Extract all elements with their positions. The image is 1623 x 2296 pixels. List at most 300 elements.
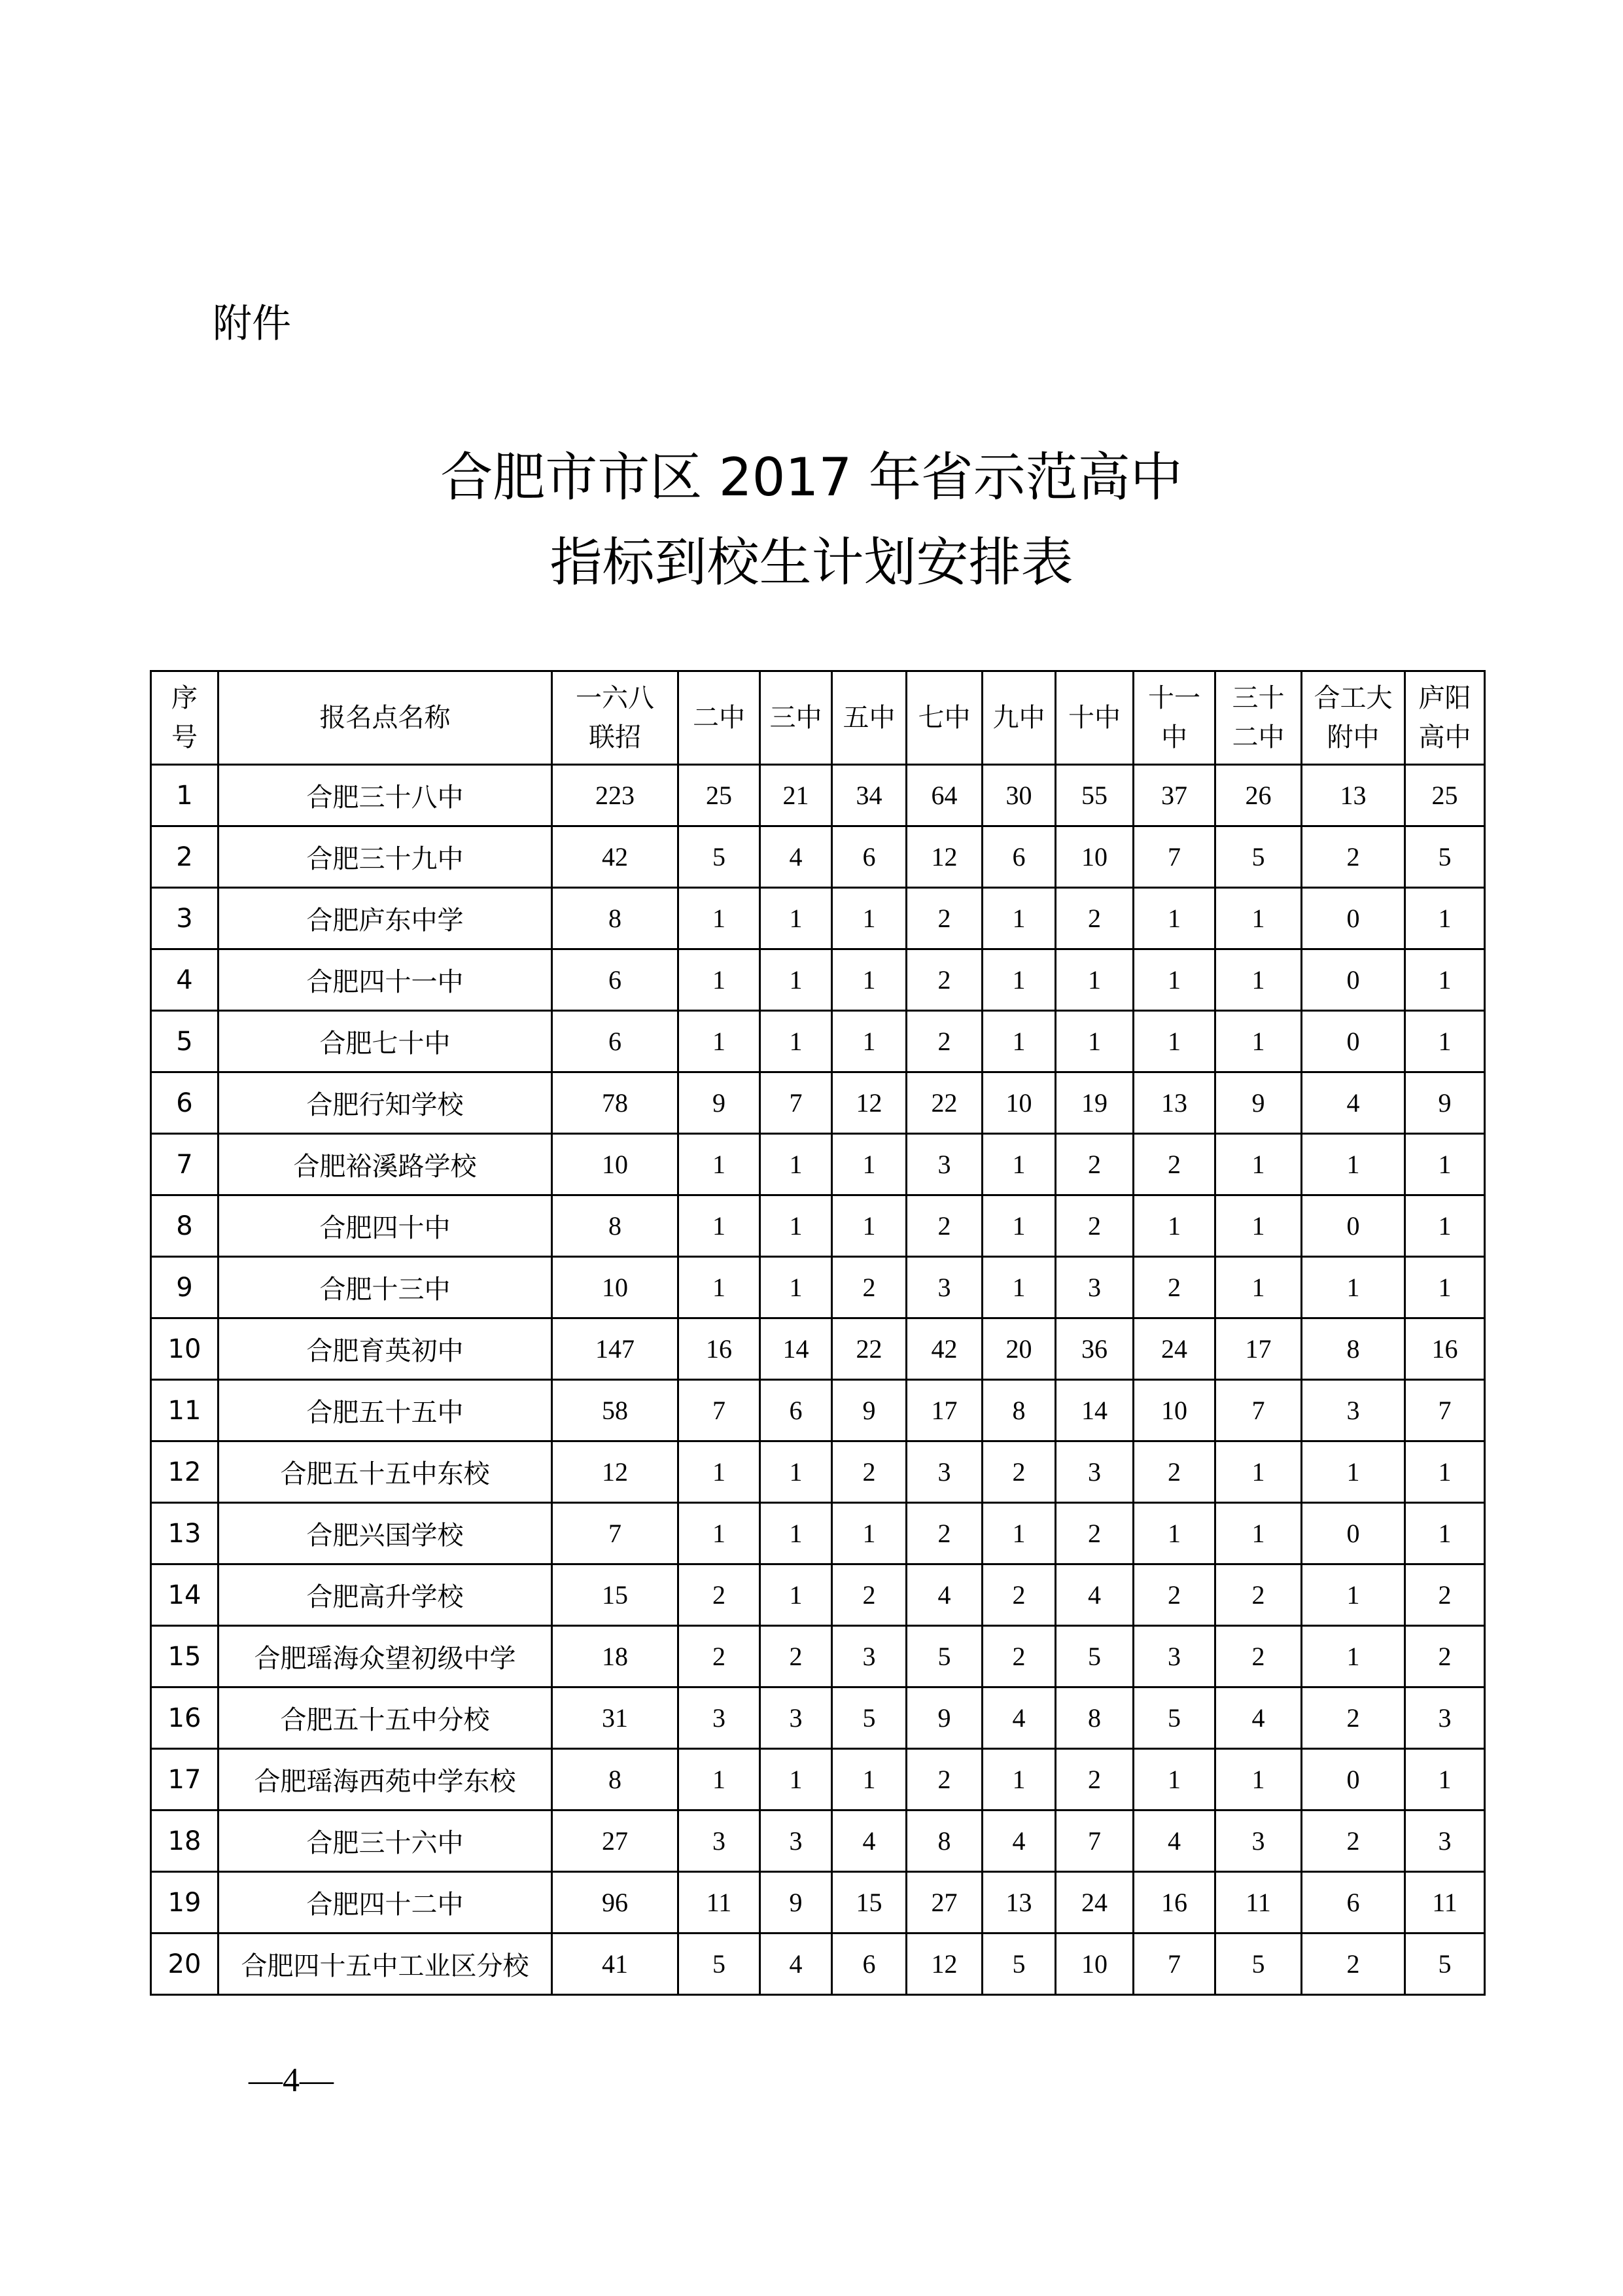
row-number-cell: 2 bbox=[151, 826, 218, 888]
quota-cell: 1 bbox=[678, 1749, 760, 1810]
quota-cell: 4 bbox=[760, 1934, 832, 1995]
quota-cell: 1 bbox=[983, 1503, 1056, 1564]
quota-cell: 1 bbox=[1215, 1257, 1302, 1318]
page-number: —4— bbox=[249, 2062, 334, 2099]
quota-cell: 1 bbox=[1405, 1195, 1485, 1257]
quota-cell: 1 bbox=[760, 1749, 832, 1810]
column-header-line: 二中 bbox=[1232, 722, 1285, 752]
school-name-cell: 合肥五十五中东校 bbox=[218, 1441, 552, 1503]
quota-cell: 1 bbox=[1134, 888, 1215, 949]
column-header-line: 十一 bbox=[1148, 683, 1200, 713]
column-header bbox=[1056, 671, 1134, 765]
document-title-line-1: 合肥市市区 2017 年省示范高中 bbox=[440, 447, 1183, 508]
quota-cell: 9 bbox=[1215, 1072, 1302, 1134]
quota-cell: 1 bbox=[1405, 888, 1485, 949]
row-number-cell: 13 bbox=[151, 1503, 218, 1564]
quota-cell: 1 bbox=[1215, 1011, 1302, 1072]
quota-cell: 4 bbox=[832, 1810, 907, 1872]
quota-cell: 2 bbox=[983, 1441, 1056, 1503]
school-name-cell: 合肥瑶海西苑中学东校 bbox=[218, 1749, 552, 1810]
row-number-cell: 3 bbox=[151, 888, 218, 949]
quota-cell: 7 bbox=[678, 1380, 760, 1441]
quota-cell: 16 bbox=[1405, 1318, 1485, 1380]
quota-cell: 8 bbox=[552, 888, 678, 949]
quota-cell: 1 bbox=[1302, 1626, 1405, 1687]
quota-cell: 1 bbox=[760, 1134, 832, 1195]
quota-cell: 5 bbox=[1405, 1934, 1485, 1995]
quota-cell: 1 bbox=[1215, 1441, 1302, 1503]
quota-cell: 3 bbox=[678, 1687, 760, 1749]
quota-cell: 2 bbox=[832, 1441, 907, 1503]
quota-cell: 5 bbox=[1215, 1934, 1302, 1995]
quota-cell: 2 bbox=[907, 1195, 983, 1257]
column-header bbox=[983, 671, 1056, 765]
row-number-cell: 16 bbox=[151, 1687, 218, 1749]
quota-cell: 22 bbox=[832, 1318, 907, 1380]
column-header-line: 号 bbox=[171, 722, 198, 752]
quota-cell: 1 bbox=[678, 1195, 760, 1257]
column-header-line: 五中 bbox=[843, 703, 896, 733]
school-name-cell: 合肥四十五中工业区分校 bbox=[218, 1934, 552, 1995]
quota-cell: 1 bbox=[678, 1257, 760, 1318]
quota-cell: 2 bbox=[1405, 1626, 1485, 1687]
quota-cell: 7 bbox=[552, 1503, 678, 1564]
quota-cell: 2 bbox=[1056, 1749, 1134, 1810]
quota-cell: 2 bbox=[678, 1564, 760, 1626]
quota-cell: 1 bbox=[678, 1503, 760, 1564]
school-name-cell: 合肥育英初中 bbox=[218, 1318, 552, 1380]
quota-cell: 18 bbox=[552, 1626, 678, 1687]
row-number-cell: 18 bbox=[151, 1810, 218, 1872]
row-number-cell: 11 bbox=[151, 1380, 218, 1441]
quota-cell: 1 bbox=[832, 1134, 907, 1195]
column-header bbox=[832, 671, 907, 765]
quota-cell: 6 bbox=[760, 1380, 832, 1441]
quota-cell: 31 bbox=[552, 1687, 678, 1749]
quota-cell: 2 bbox=[760, 1626, 832, 1687]
quota-cell: 1 bbox=[760, 888, 832, 949]
quota-cell: 5 bbox=[983, 1934, 1056, 1995]
quota-cell: 2 bbox=[907, 1011, 983, 1072]
quota-cell: 2 bbox=[1056, 888, 1134, 949]
table-row bbox=[151, 1195, 1485, 1257]
attachment-label: 附件 bbox=[213, 301, 291, 347]
column-header-line: 联招 bbox=[589, 722, 641, 752]
quota-cell: 1 bbox=[1215, 1749, 1302, 1810]
column-header-line: 一六八 bbox=[576, 683, 654, 713]
quota-cell: 2 bbox=[983, 1626, 1056, 1687]
quota-cell: 1 bbox=[1134, 1503, 1215, 1564]
quota-cell: 13 bbox=[983, 1872, 1056, 1934]
quota-cell: 3 bbox=[1215, 1810, 1302, 1872]
quota-cell: 9 bbox=[907, 1687, 983, 1749]
quota-cell: 1 bbox=[760, 1011, 832, 1072]
quota-cell: 2 bbox=[1215, 1626, 1302, 1687]
quota-cell: 1 bbox=[1134, 1011, 1215, 1072]
quota-cell: 9 bbox=[678, 1072, 760, 1134]
quota-cell: 7 bbox=[1134, 1934, 1215, 1995]
quota-cell: 8 bbox=[552, 1195, 678, 1257]
quota-cell: 3 bbox=[1056, 1441, 1134, 1503]
row-number-cell: 19 bbox=[151, 1872, 218, 1934]
row-number-cell: 17 bbox=[151, 1749, 218, 1810]
quota-cell: 2 bbox=[1302, 826, 1405, 888]
quota-cell: 13 bbox=[1302, 765, 1405, 826]
quota-cell: 6 bbox=[832, 1934, 907, 1995]
quota-cell: 1 bbox=[1215, 1195, 1302, 1257]
quota-cell: 1 bbox=[983, 949, 1056, 1011]
quota-cell: 1 bbox=[760, 1564, 832, 1626]
quota-cell: 2 bbox=[907, 949, 983, 1011]
quota-cell: 7 bbox=[1215, 1380, 1302, 1441]
quota-cell: 8 bbox=[907, 1810, 983, 1872]
quota-cell: 9 bbox=[1405, 1072, 1485, 1134]
quota-cell: 14 bbox=[1056, 1380, 1134, 1441]
quota-cell: 3 bbox=[1302, 1380, 1405, 1441]
quota-cell: 6 bbox=[832, 826, 907, 888]
quota-cell: 22 bbox=[907, 1072, 983, 1134]
column-header-line: 高中 bbox=[1418, 722, 1471, 752]
quota-cell: 1 bbox=[760, 949, 832, 1011]
quota-cell: 4 bbox=[1134, 1810, 1215, 1872]
column-header bbox=[1302, 671, 1405, 765]
quota-cell: 4 bbox=[983, 1810, 1056, 1872]
table-row bbox=[151, 1380, 1485, 1441]
quota-cell: 10 bbox=[1056, 826, 1134, 888]
quota-cell: 55 bbox=[1056, 765, 1134, 826]
quota-cell: 223 bbox=[552, 765, 678, 826]
quota-cell: 7 bbox=[760, 1072, 832, 1134]
quota-cell: 1 bbox=[1405, 1011, 1485, 1072]
quota-cell: 11 bbox=[1215, 1872, 1302, 1934]
quota-cell: 2 bbox=[1134, 1441, 1215, 1503]
row-number-cell: 10 bbox=[151, 1318, 218, 1380]
quota-cell: 4 bbox=[907, 1564, 983, 1626]
school-name-cell: 合肥高升学校 bbox=[218, 1564, 552, 1626]
quota-cell: 1 bbox=[983, 1195, 1056, 1257]
column-header-line: 三中 bbox=[769, 703, 822, 733]
quota-cell: 17 bbox=[1215, 1318, 1302, 1380]
quota-cell: 1 bbox=[832, 1011, 907, 1072]
quota-cell: 3 bbox=[760, 1687, 832, 1749]
quota-cell: 1 bbox=[1215, 1503, 1302, 1564]
quota-cell: 2 bbox=[907, 1503, 983, 1564]
column-header bbox=[1405, 671, 1485, 765]
quota-cell: 5 bbox=[1405, 826, 1485, 888]
quota-cell: 17 bbox=[907, 1380, 983, 1441]
table-body bbox=[151, 765, 1485, 1995]
quota-cell: 3 bbox=[1405, 1687, 1485, 1749]
column-header-line: 合工大 bbox=[1314, 683, 1393, 713]
quota-cell: 10 bbox=[1056, 1934, 1134, 1995]
quota-cell: 1 bbox=[832, 888, 907, 949]
quota-cell: 8 bbox=[552, 1749, 678, 1810]
quota-cell: 1 bbox=[1405, 1503, 1485, 1564]
quota-cell: 5 bbox=[1215, 826, 1302, 888]
quota-cell: 1 bbox=[1405, 1134, 1485, 1195]
quota-cell: 2 bbox=[1134, 1564, 1215, 1626]
table-row bbox=[151, 1749, 1485, 1810]
quota-cell: 34 bbox=[832, 765, 907, 826]
quota-cell: 3 bbox=[1056, 1257, 1134, 1318]
school-name-cell: 合肥五十五中 bbox=[218, 1380, 552, 1441]
quota-cell: 3 bbox=[907, 1134, 983, 1195]
quota-cell: 1 bbox=[1215, 888, 1302, 949]
quota-cell: 10 bbox=[983, 1072, 1056, 1134]
quota-cell: 2 bbox=[1215, 1564, 1302, 1626]
quota-cell: 3 bbox=[832, 1626, 907, 1687]
quota-cell: 2 bbox=[1302, 1934, 1405, 1995]
quota-cell: 5 bbox=[832, 1687, 907, 1749]
quota-cell: 30 bbox=[983, 765, 1056, 826]
table-row bbox=[151, 826, 1485, 888]
quota-cell: 24 bbox=[1056, 1872, 1134, 1934]
table-row bbox=[151, 888, 1485, 949]
quota-cell: 1 bbox=[832, 1195, 907, 1257]
quota-cell: 37 bbox=[1134, 765, 1215, 826]
quota-cell: 1 bbox=[1302, 1257, 1405, 1318]
quota-cell: 4 bbox=[983, 1687, 1056, 1749]
quota-cell: 1 bbox=[678, 949, 760, 1011]
table-row bbox=[151, 1687, 1485, 1749]
quota-cell: 2 bbox=[1056, 1195, 1134, 1257]
quota-cell: 1 bbox=[678, 1441, 760, 1503]
quota-cell: 147 bbox=[552, 1318, 678, 1380]
quota-cell: 5 bbox=[907, 1626, 983, 1687]
column-header-line: 三十 bbox=[1232, 683, 1285, 713]
quota-cell: 0 bbox=[1302, 1749, 1405, 1810]
quota-cell: 0 bbox=[1302, 1195, 1405, 1257]
school-name-cell: 合肥行知学校 bbox=[218, 1072, 552, 1134]
table-row bbox=[151, 1872, 1485, 1934]
school-name-cell: 合肥兴国学校 bbox=[218, 1503, 552, 1564]
quota-cell: 1 bbox=[1215, 949, 1302, 1011]
quota-cell: 9 bbox=[832, 1380, 907, 1441]
row-number-cell: 7 bbox=[151, 1134, 218, 1195]
quota-cell: 1 bbox=[983, 888, 1056, 949]
quota-cell: 1 bbox=[760, 1257, 832, 1318]
quota-cell: 7 bbox=[1405, 1380, 1485, 1441]
quota-cell: 4 bbox=[1215, 1687, 1302, 1749]
quota-cell: 25 bbox=[678, 765, 760, 826]
quota-cell: 5 bbox=[678, 1934, 760, 1995]
quota-cell: 0 bbox=[1302, 1011, 1405, 1072]
column-header-line: 九中 bbox=[992, 703, 1045, 733]
row-number-cell: 4 bbox=[151, 949, 218, 1011]
table-row bbox=[151, 1626, 1485, 1687]
school-name-cell: 合肥瑶海众望初级中学 bbox=[218, 1626, 552, 1687]
quota-cell: 19 bbox=[1056, 1072, 1134, 1134]
quota-cell: 1 bbox=[1056, 949, 1134, 1011]
quota-cell: 2 bbox=[1056, 1503, 1134, 1564]
quota-cell: 10 bbox=[1134, 1380, 1215, 1441]
table-row bbox=[151, 1810, 1485, 1872]
quota-cell: 64 bbox=[907, 765, 983, 826]
quota-cell: 2 bbox=[1405, 1564, 1485, 1626]
school-name-cell: 合肥五十五中分校 bbox=[218, 1687, 552, 1749]
school-name-cell: 合肥七十中 bbox=[218, 1011, 552, 1072]
quota-cell: 1 bbox=[678, 1134, 760, 1195]
column-header-line: 附中 bbox=[1327, 722, 1380, 752]
table-row bbox=[151, 949, 1485, 1011]
quota-cell: 2 bbox=[907, 888, 983, 949]
column-header bbox=[907, 671, 983, 765]
quota-cell: 2 bbox=[678, 1626, 760, 1687]
quota-cell: 2 bbox=[832, 1257, 907, 1318]
quota-cell: 1 bbox=[983, 1134, 1056, 1195]
quota-cell: 8 bbox=[1056, 1687, 1134, 1749]
quota-cell: 8 bbox=[1302, 1318, 1405, 1380]
quota-cell: 3 bbox=[678, 1810, 760, 1872]
school-name-cell: 合肥四十一中 bbox=[218, 949, 552, 1011]
quota-cell: 1 bbox=[1134, 949, 1215, 1011]
school-name-cell: 合肥三十六中 bbox=[218, 1810, 552, 1872]
column-header bbox=[678, 671, 760, 765]
quota-cell: 27 bbox=[552, 1810, 678, 1872]
column-header-line: 庐阳 bbox=[1418, 683, 1471, 713]
quota-cell: 5 bbox=[678, 826, 760, 888]
row-number-cell: 5 bbox=[151, 1011, 218, 1072]
table-row bbox=[151, 1503, 1485, 1564]
quota-cell: 2 bbox=[1056, 1134, 1134, 1195]
quota-cell: 2 bbox=[983, 1564, 1056, 1626]
table-row bbox=[151, 1564, 1485, 1626]
quota-cell: 1 bbox=[1405, 949, 1485, 1011]
quota-cell: 1 bbox=[760, 1503, 832, 1564]
quota-cell: 3 bbox=[907, 1441, 983, 1503]
quota-cell: 58 bbox=[552, 1380, 678, 1441]
quota-cell: 2 bbox=[907, 1749, 983, 1810]
document-title-line-2: 指标到校生计划安排表 bbox=[550, 532, 1073, 593]
plan-table bbox=[150, 670, 1486, 1996]
quota-cell: 4 bbox=[1302, 1072, 1405, 1134]
row-number-cell: 14 bbox=[151, 1564, 218, 1626]
quota-cell: 3 bbox=[1405, 1810, 1485, 1872]
quota-cell: 12 bbox=[552, 1441, 678, 1503]
quota-cell: 3 bbox=[907, 1257, 983, 1318]
quota-cell: 6 bbox=[552, 1011, 678, 1072]
quota-cell: 1 bbox=[832, 949, 907, 1011]
table-row bbox=[151, 765, 1485, 826]
column-header-line: 报名点名称 bbox=[319, 703, 451, 733]
quota-cell: 16 bbox=[1134, 1872, 1215, 1934]
school-name-cell: 合肥三十九中 bbox=[218, 826, 552, 888]
quota-cell: 1 bbox=[760, 1195, 832, 1257]
quota-cell: 3 bbox=[760, 1810, 832, 1872]
quota-cell: 1 bbox=[1405, 1441, 1485, 1503]
quota-cell: 5 bbox=[1056, 1626, 1134, 1687]
school-name-cell: 合肥四十中 bbox=[218, 1195, 552, 1257]
quota-cell: 0 bbox=[1302, 1503, 1405, 1564]
column-header bbox=[151, 671, 218, 765]
quota-cell: 6 bbox=[983, 826, 1056, 888]
row-number-cell: 12 bbox=[151, 1441, 218, 1503]
quota-cell: 20 bbox=[983, 1318, 1056, 1380]
quota-cell: 1 bbox=[832, 1749, 907, 1810]
quota-cell: 21 bbox=[760, 765, 832, 826]
quota-cell: 9 bbox=[760, 1872, 832, 1934]
quota-cell: 0 bbox=[1302, 888, 1405, 949]
quota-cell: 1 bbox=[1056, 1011, 1134, 1072]
quota-cell: 4 bbox=[760, 826, 832, 888]
quota-cell: 3 bbox=[1134, 1626, 1215, 1687]
table-row bbox=[151, 1441, 1485, 1503]
table-row bbox=[151, 1934, 1485, 1995]
school-name-cell: 合肥三十八中 bbox=[218, 765, 552, 826]
quota-cell: 27 bbox=[907, 1872, 983, 1934]
quota-cell: 5 bbox=[1134, 1687, 1215, 1749]
column-header-line: 序 bbox=[171, 683, 198, 713]
quota-cell: 1 bbox=[1134, 1195, 1215, 1257]
school-name-cell: 合肥四十二中 bbox=[218, 1872, 552, 1934]
column-header bbox=[1134, 671, 1215, 765]
quota-cell: 41 bbox=[552, 1934, 678, 1995]
quota-cell: 4 bbox=[1056, 1564, 1134, 1626]
table-row bbox=[151, 1072, 1485, 1134]
quota-cell: 1 bbox=[832, 1503, 907, 1564]
row-number-cell: 8 bbox=[151, 1195, 218, 1257]
quota-cell: 14 bbox=[760, 1318, 832, 1380]
quota-cell: 25 bbox=[1405, 765, 1485, 826]
column-header bbox=[1215, 671, 1302, 765]
column-header-line: 十中 bbox=[1068, 703, 1121, 733]
row-number-cell: 9 bbox=[151, 1257, 218, 1318]
column-header bbox=[552, 671, 678, 765]
quota-cell: 11 bbox=[678, 1872, 760, 1934]
quota-cell: 1 bbox=[983, 1257, 1056, 1318]
quota-cell: 6 bbox=[1302, 1872, 1405, 1934]
table-row bbox=[151, 1318, 1485, 1380]
row-number-cell: 20 bbox=[151, 1934, 218, 1995]
table-row bbox=[151, 1134, 1485, 1195]
column-header-line: 七中 bbox=[918, 703, 971, 733]
column-header bbox=[218, 671, 552, 765]
quota-cell: 11 bbox=[1405, 1872, 1485, 1934]
quota-cell: 2 bbox=[1134, 1257, 1215, 1318]
quota-cell: 8 bbox=[983, 1380, 1056, 1441]
quota-cell: 1 bbox=[678, 888, 760, 949]
quota-cell: 1 bbox=[678, 1011, 760, 1072]
quota-cell: 2 bbox=[832, 1564, 907, 1626]
quota-cell: 78 bbox=[552, 1072, 678, 1134]
quota-cell: 10 bbox=[552, 1257, 678, 1318]
quota-cell: 1 bbox=[1405, 1257, 1485, 1318]
quota-cell: 1 bbox=[983, 1749, 1056, 1810]
quota-cell: 13 bbox=[1134, 1072, 1215, 1134]
quota-cell: 2 bbox=[1134, 1134, 1215, 1195]
quota-cell: 24 bbox=[1134, 1318, 1215, 1380]
table-row bbox=[151, 1011, 1485, 1072]
quota-cell: 42 bbox=[552, 826, 678, 888]
quota-cell: 12 bbox=[907, 826, 983, 888]
quota-cell: 7 bbox=[1056, 1810, 1134, 1872]
quota-cell: 42 bbox=[907, 1318, 983, 1380]
table-header-row bbox=[151, 671, 1485, 765]
quota-cell: 0 bbox=[1302, 949, 1405, 1011]
quota-cell: 2 bbox=[1302, 1687, 1405, 1749]
quota-cell: 12 bbox=[832, 1072, 907, 1134]
school-name-cell: 合肥庐东中学 bbox=[218, 888, 552, 949]
quota-cell: 1 bbox=[760, 1441, 832, 1503]
column-header-line: 二中 bbox=[693, 703, 745, 733]
column-header-line: 中 bbox=[1161, 722, 1187, 752]
quota-cell: 10 bbox=[552, 1134, 678, 1195]
row-number-cell: 15 bbox=[151, 1626, 218, 1687]
row-number-cell: 6 bbox=[151, 1072, 218, 1134]
column-header bbox=[760, 671, 832, 765]
quota-cell: 1 bbox=[1302, 1441, 1405, 1503]
quota-cell: 2 bbox=[1302, 1810, 1405, 1872]
